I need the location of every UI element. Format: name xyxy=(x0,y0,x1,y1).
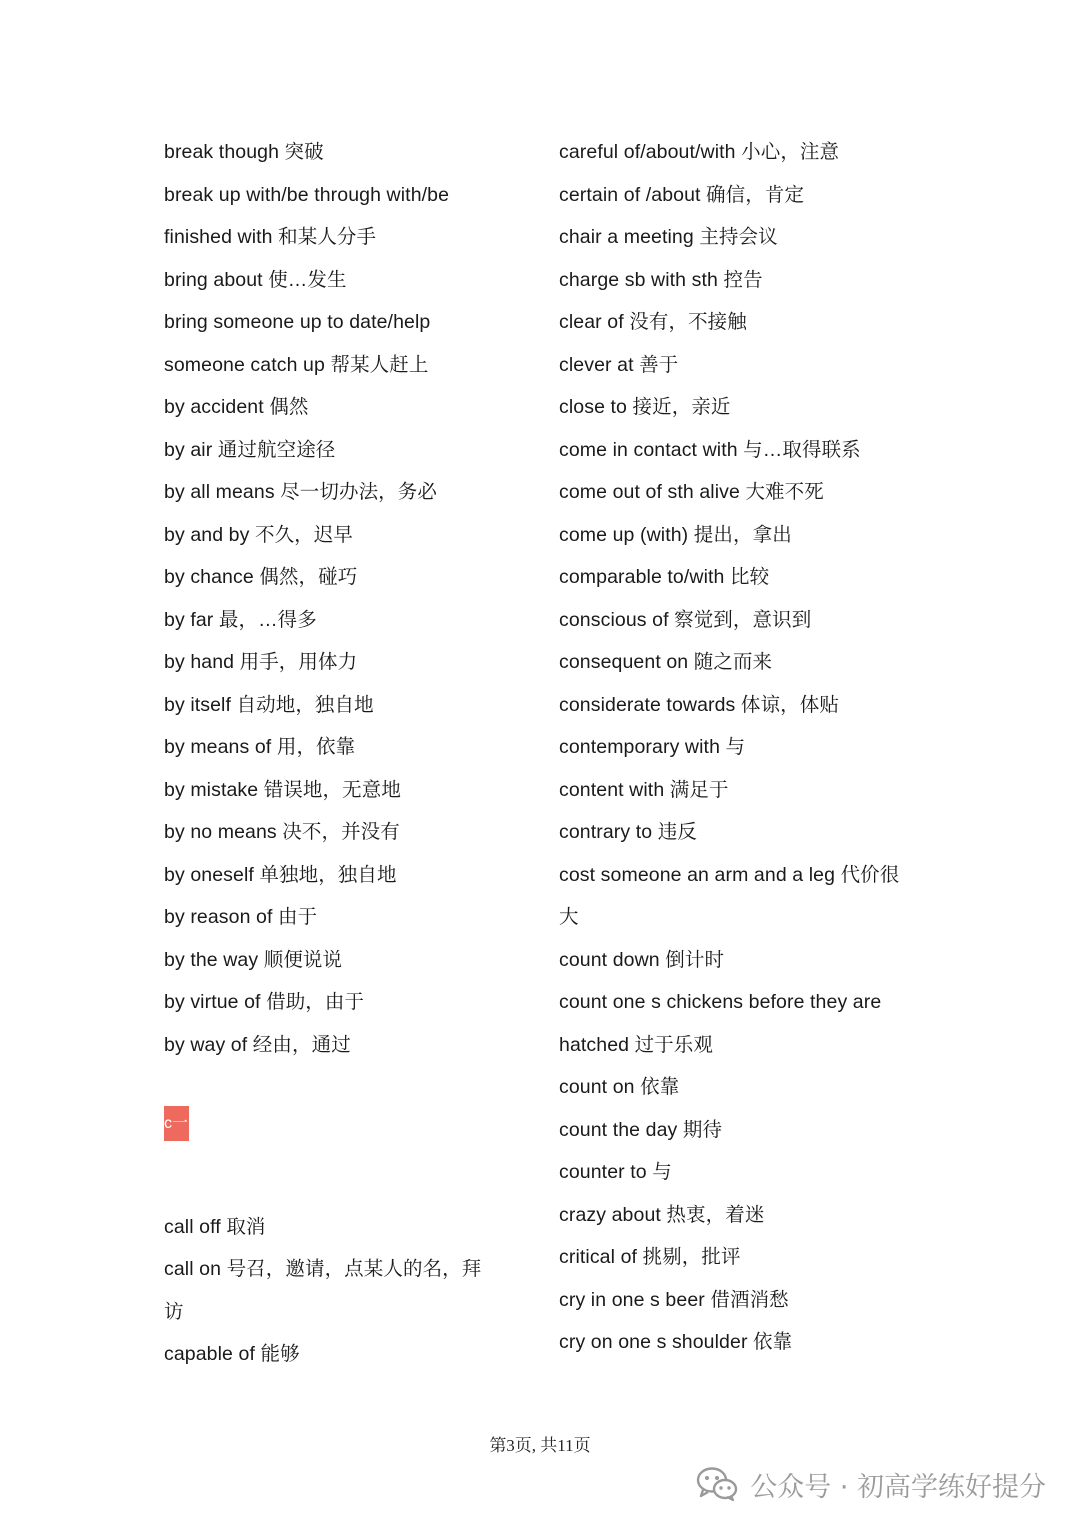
phrase-entry: cost someone an arm and a leg 代价很 xyxy=(559,863,900,886)
section-marker-c: c一 xyxy=(164,1106,189,1141)
phrase-entry: clever at 善于 xyxy=(559,353,679,376)
phrase-entry: cry in one s beer 借酒消愁 xyxy=(559,1288,789,1311)
phrase-entry: someone catch up 帮某人赶上 xyxy=(164,353,429,376)
phrase-entry: comparable to/with 比较 xyxy=(559,566,770,588)
phrase-entry: by reason of 由于 xyxy=(164,906,318,928)
phrase-entry: by mistake 错误地，无意地 xyxy=(164,778,401,801)
phrase-entry: certain of /about 确信，肯定 xyxy=(559,183,805,206)
section-marker-row xyxy=(164,1103,544,1146)
phrase-entry: considerate towards 体谅，体贴 xyxy=(559,693,839,716)
phrase-entry: call off 取消 xyxy=(164,1215,266,1238)
phrase-entry: 大 xyxy=(559,906,579,928)
phrase-entry: by accident 偶然 xyxy=(164,396,309,418)
phrase-entry: count down 倒计时 xyxy=(559,948,725,971)
phrase-entry: bring about 使…发生 xyxy=(164,268,347,291)
phrase-entry: by the way 顺便说说 xyxy=(164,948,343,971)
left-entries-top xyxy=(164,131,544,1066)
phrase-entry: chair a meeting 主持会议 xyxy=(559,226,778,248)
phrase-entry: break up with/be through with/be xyxy=(164,183,450,206)
phrase-entry: come out of sth alive 大难不死 xyxy=(559,481,824,503)
wechat-icon xyxy=(696,1466,738,1502)
phrase-entry: contrary to 违反 xyxy=(559,821,697,843)
phrase-entry: hatched 过于乐观 xyxy=(559,1033,714,1056)
phrase-entry: cry on one s shoulder 依靠 xyxy=(559,1331,793,1353)
phrase-entry: by hand 用手，用体力 xyxy=(164,651,358,673)
phrase-entry: count on 依靠 xyxy=(559,1076,680,1098)
phrase-entry: come in contact with 与…取得联系 xyxy=(559,438,861,461)
watermark-text: 公众号 · 初高学练好提分 xyxy=(750,1471,1046,1503)
phrase-entry: critical of 挑剔，批评 xyxy=(559,1246,741,1268)
phrase-entry: come up (with) 提出，拿出 xyxy=(559,523,792,546)
phrase-entry: by far 最，…得多 xyxy=(164,608,317,631)
phrase-entry: content with 满足于 xyxy=(559,778,729,801)
phrase-entry: 访 xyxy=(164,1300,184,1323)
phrase-entry: clear of 没有，不接触 xyxy=(559,311,747,333)
phrase-entry: by itself 自动地，独自地 xyxy=(164,693,374,716)
watermark xyxy=(696,1462,1046,1506)
phrase-entry: by means of 用，依靠 xyxy=(164,736,356,758)
phrase-entry: contemporary with 与 xyxy=(559,736,746,758)
phrase-entry: careful of/about/with 小心，注意 xyxy=(559,141,840,163)
phrase-entry: by and by 不久，迟早 xyxy=(164,523,353,546)
phrase-entry: crazy about 热衷，着迷 xyxy=(559,1203,765,1226)
phrase-entry: by oneself 单独地，独自地 xyxy=(164,863,397,886)
spacer xyxy=(164,1066,544,1103)
phrase-entry: counter to 与 xyxy=(559,1161,672,1183)
phrase-entry: by chance 偶然，碰巧 xyxy=(164,566,358,588)
phrase-entry: by no means 决不，并没有 xyxy=(164,821,400,843)
phrase-entry: call on 号召，邀请，点某人的名，拜 xyxy=(164,1258,482,1280)
right-column xyxy=(559,131,919,1364)
phrase-entry: by air 通过航空途径 xyxy=(164,438,336,461)
phrase-entry: count the day 期待 xyxy=(559,1118,723,1141)
phrase-entry: bring someone up to date/help xyxy=(164,311,431,333)
phrase-entry: by way of 经由，通过 xyxy=(164,1033,351,1056)
phrase-entry: by virtue of 借助，由于 xyxy=(164,991,365,1013)
left-entries-bottom xyxy=(164,1206,544,1376)
phrase-entry: by all means 尽一切办法，务必 xyxy=(164,481,437,503)
phrase-entry: capable of 能够 xyxy=(164,1343,300,1365)
phrase-entry: finished with 和某人分手 xyxy=(164,226,377,248)
left-column xyxy=(164,131,544,1376)
phrase-entry: break though 突破 xyxy=(164,141,324,163)
phrase-entry: consequent on 随之而来 xyxy=(559,651,773,673)
phrase-entry: count one s chickens before they are xyxy=(559,991,882,1013)
phrase-entry: charge sb with sth 控告 xyxy=(559,268,763,291)
right-entries xyxy=(559,131,919,1364)
phrase-entry: conscious of 察觉到，意识到 xyxy=(559,608,812,631)
spacer xyxy=(164,1146,544,1206)
page-number: 第3页, 共11页 xyxy=(489,1436,591,1455)
phrase-entry: close to 接近，亲近 xyxy=(559,396,731,418)
